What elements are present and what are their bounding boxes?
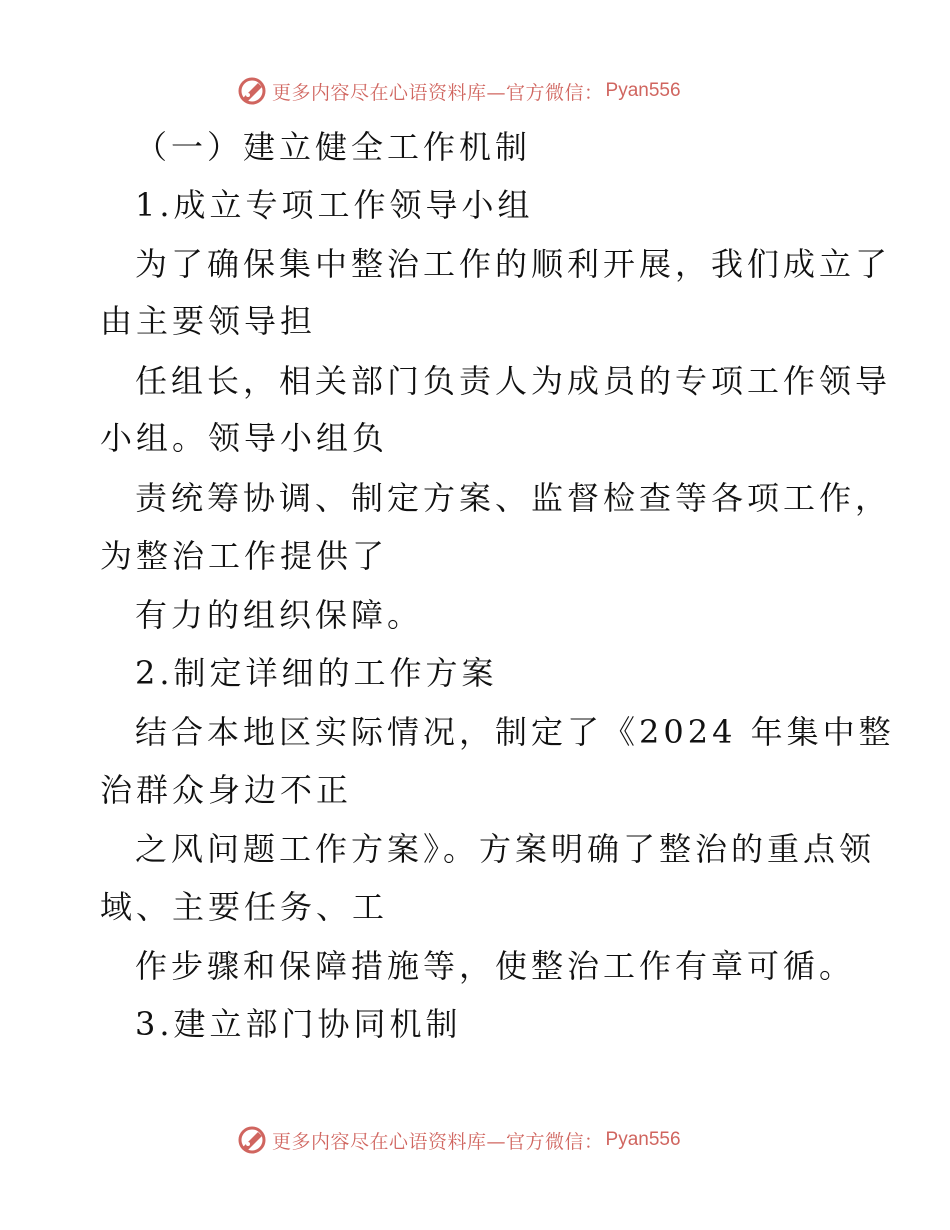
paragraph-line: 为了确保集中整治工作的顺利开展，我们成立了 xyxy=(135,245,892,283)
footer-watermark xyxy=(236,1123,681,1157)
paragraph-line: 由主要领导担 xyxy=(100,302,317,340)
section-heading: （一）建立健全工作机制 xyxy=(135,128,532,166)
paragraph-line: 为整治工作提供了 xyxy=(100,537,389,575)
watermark-text: 更多内容尽在心语资料库—官方微信： xyxy=(272,81,604,104)
paragraph-line: 治群众身边不正 xyxy=(100,771,353,809)
paragraph-line: 作步骤和保障措施等，使整治工作有章可循。 xyxy=(135,947,856,985)
subheading-3: 3.建立部门协同机制 xyxy=(135,1005,462,1043)
paragraph-line: 域、主要任务、工 xyxy=(100,888,389,926)
paragraph-line: 之风问题工作方案》。方案明确了整治的重点领 xyxy=(135,830,876,868)
watermark-wechat-id: Pyan556 xyxy=(605,1129,681,1150)
watermark-text: 更多内容尽在心语资料库—官方微信： xyxy=(272,1130,604,1153)
subheading-1: 1.成立专项工作领导小组 xyxy=(135,186,534,224)
watermark-wechat-id: Pyan556 xyxy=(605,80,681,101)
header-watermark xyxy=(236,74,681,108)
pen-logo-icon xyxy=(236,75,268,107)
subheading-2: 2.制定详细的工作方案 xyxy=(135,654,498,692)
paragraph-line: 责统筹协调、制定方案、监督检查等各项工作， xyxy=(135,479,892,517)
paragraph-line: 任组长，相关部门负责人为成员的专项工作领导 xyxy=(135,362,892,400)
paragraph-line: 结合本地区实际情况，制定了《2024 年集中整 xyxy=(135,713,895,751)
pen-logo-icon xyxy=(236,1124,268,1156)
paragraph-line: 小组。领导小组负 xyxy=(100,419,389,457)
paragraph-line: 有力的组织保障。 xyxy=(135,596,424,634)
